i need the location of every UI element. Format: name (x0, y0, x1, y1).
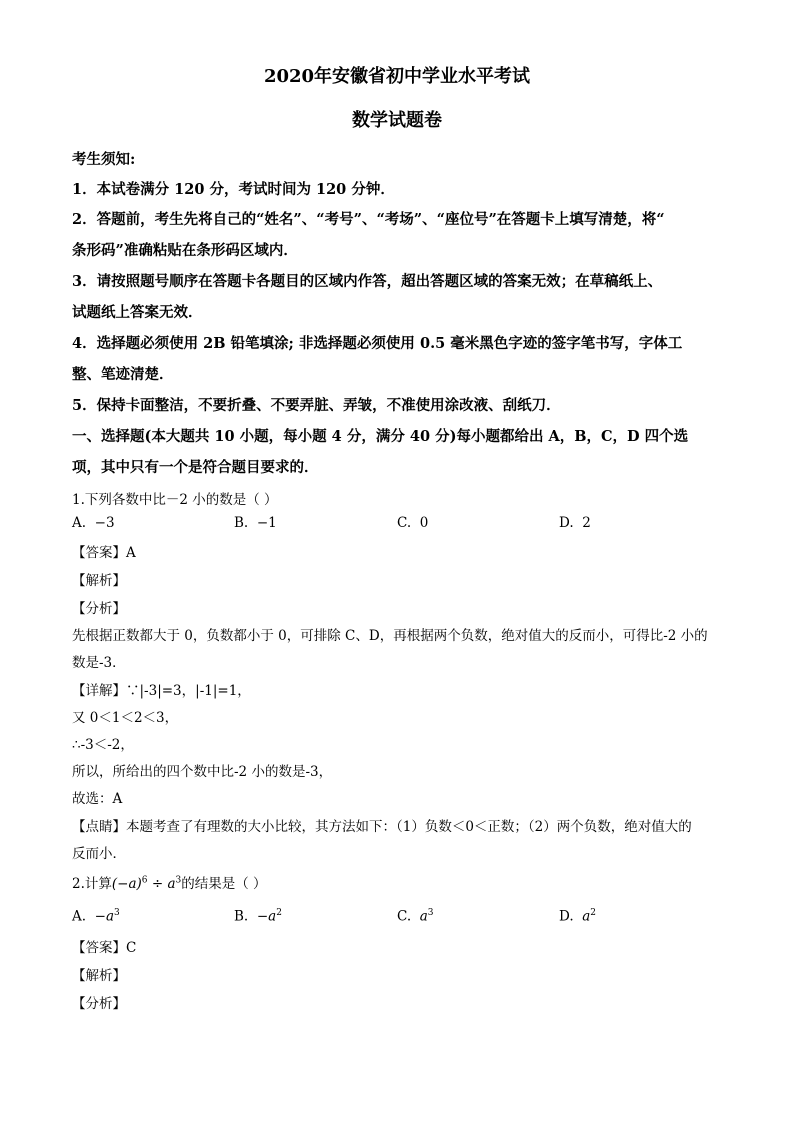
q1-detail-line3: ∴-3＜-2， (72, 737, 134, 753)
q2-stem-exp2: 3 (175, 875, 182, 886)
q1-option-d (559, 515, 591, 531)
q2-option-b-letter: B. (234, 908, 249, 925)
q2-stem-a: a (167, 876, 176, 892)
notice-item-4-cont: 整、笔迹清楚． (72, 366, 174, 383)
q1-answer (72, 541, 136, 561)
q1-analysis-line1: 先根据正数都大于 0，负数都小于 0，可排除 C、D，再根据两个负数，绝对值大的反而小，可得比-2 小的 (72, 628, 708, 644)
q1-answer-label: 【答案】 (72, 545, 126, 561)
q2-option-b-sign: − (256, 908, 269, 925)
q1-review-text-1: 本题考查了有理数的大小比较，其方法如下：（1）负数＜0＜正数；（2）两个负数，绝对值大的 (126, 819, 692, 835)
page-subtitle: 数学试题卷 (352, 110, 442, 131)
q1-fenxi-label: 【分析】 (72, 601, 126, 617)
q2-option-a-letter: A. (72, 908, 87, 925)
q1-review-label: 【点睛】 (72, 819, 126, 835)
q1-detail-line2: 又 0＜1＜2＜3， (72, 710, 179, 726)
q1-option-d-letter: D. (559, 515, 574, 531)
q2-option-d-letter: D. (559, 908, 574, 925)
q2-answer-label: 【答案】 (72, 940, 126, 956)
q2-option-b (234, 908, 282, 925)
page-title: 2020年安徽省初中学业水平考试 (263, 66, 531, 87)
q2-stem-div: ÷ (151, 876, 164, 892)
q2-option-c-exp: 3 (427, 908, 434, 918)
q2-option-d-base: a (582, 908, 591, 925)
q1-detail-line1 (72, 679, 251, 699)
q2-jiexi-label: 【解析】 (72, 968, 126, 984)
notice-heading: 考生须知: (72, 151, 136, 168)
q1-option-a-value: −3 (94, 515, 115, 531)
q2-option-a (72, 908, 120, 925)
q2-option-a-exp: 3 (114, 908, 120, 918)
q1-jiexi-label: 【解析】 (72, 573, 126, 589)
q1-option-c-value: 0 (419, 515, 429, 531)
q2-option-c-base: a (419, 908, 428, 925)
q1-option-a (72, 515, 115, 531)
q1-option-a-letter: A. (72, 515, 87, 531)
q2-option-b-base: a (268, 908, 277, 925)
notice-item-1: 1．本试卷满分 120 分，考试时间为 120 分钟． (72, 181, 395, 198)
q2-stem (72, 872, 267, 892)
q2-option-b-exp: 2 (276, 908, 282, 918)
q1-option-c-letter: C. (397, 515, 412, 531)
q2-option-d-exp: 2 (590, 908, 597, 918)
notice-item-2: 2．答题前，考生先将自己的“姓名”、“考号”、“考场”、“座位号”在答题卡上填写清楚，将“ (72, 211, 665, 228)
q1-stem: 1.下列各数中比－2 小的数是（ ） (72, 492, 278, 508)
q2-stem-base: (−a) (111, 876, 142, 892)
q2-answer-value: C (126, 940, 137, 956)
q2-answer (72, 936, 136, 956)
section-heading-line2: 项，其中只有一个是符合题目要求的． (72, 459, 319, 476)
q2-option-a-sign: − (94, 908, 106, 925)
notice-item-2-cont: 条形码”准确粘贴在条形码区域内． (72, 242, 298, 259)
q2-option-c-letter: C. (397, 908, 412, 925)
q1-detail-text-1: ∵|-3|=3，|-1|=1， (126, 683, 251, 699)
q1-option-d-value: 2 (582, 515, 591, 531)
q2-stem-exp1: 6 (141, 875, 148, 886)
q1-analysis-line2: 数是-3． (72, 655, 126, 671)
section-heading-line1: 一、选择题(本大题共 10 小题，每小题 4 分，满分 40 分)每小题都给出 A，B，C，D 四个选 (72, 428, 689, 445)
q1-detail-line5: 故选：A (72, 791, 123, 807)
q1-detail-line4: 所以，所给出的四个数中比-2 小的数是-3， (72, 764, 333, 780)
q1-option-c (397, 515, 428, 531)
q2-option-a-base: a (105, 908, 115, 925)
q1-option-b-letter: B. (234, 515, 249, 531)
q1-answer-value: A (126, 545, 136, 561)
q2-option-c (397, 908, 434, 925)
notice-item-4: 4．选择题必须使用 2B 铅笔填涂; 非选择题必须使用 0.5 毫米黑色字迹的签字笔书写，字体工 (72, 335, 683, 352)
q2-fenxi-label: 【分析】 (72, 996, 126, 1012)
q2-option-d (559, 908, 596, 925)
q1-review-line1 (72, 815, 692, 835)
q1-option-b-value: −1 (256, 515, 277, 531)
q2-stem-suffix: 的结果是（ ） (181, 876, 267, 892)
q2-stem-prefix: 2.计算 (72, 876, 112, 892)
notice-item-3-cont: 试题纸上答案无效． (72, 304, 203, 321)
q1-detail-label: 【详解】 (72, 683, 126, 699)
notice-item-3: 3．请按照题号顺序在答题卡各题目的区域内作答，超出答题区域的答案无效；在草稿纸上、 (72, 273, 663, 290)
q1-review-line2: 反而小． (72, 846, 126, 862)
notice-item-5: 5．保持卡面整洁，不要折叠、不要弄脏、弄皱，不准使用涂改液、刮纸刀． (72, 397, 561, 414)
q1-option-b (234, 515, 277, 531)
